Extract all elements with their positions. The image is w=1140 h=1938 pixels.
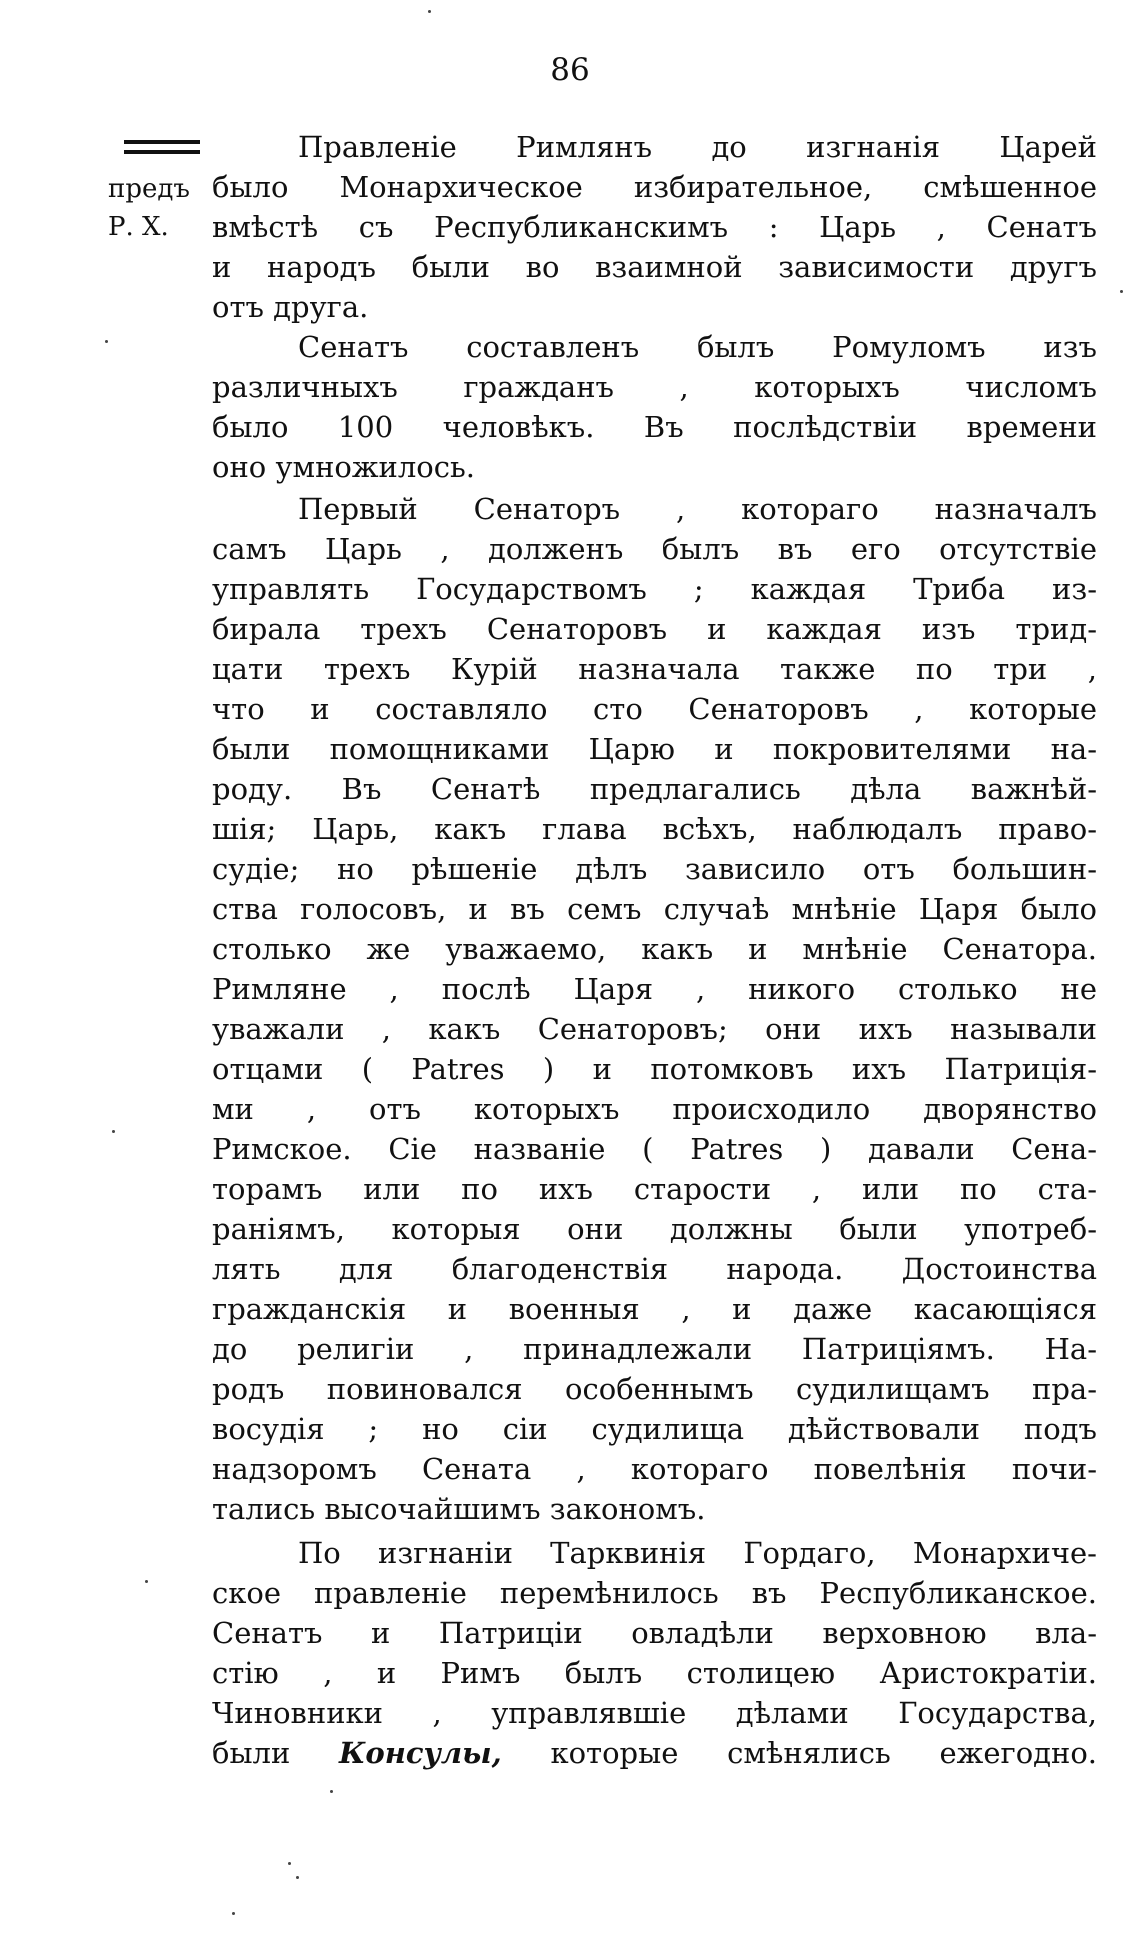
text-line: вмѣстѣ съ Республиканскимъ : Царь , Сенатъ [212, 210, 1097, 244]
text-line: различныхъ гражданъ , которыхъ числомъ [212, 370, 1097, 404]
text-line: Первый Сенаторъ , котораго назначалъ [298, 492, 1097, 526]
text-line: столько же уважаемо, какъ и мнѣніе Сенатора. [212, 932, 1097, 966]
text-line: Римляне , послѣ Царя , никого столько не [212, 972, 1097, 1006]
text-line: отъ друга. [212, 290, 369, 324]
text-line: шія; Царь, какъ глава всѣхъ, наблюдалъ право- [212, 812, 1097, 846]
text-line: до религіи , принадлежали Патриціямъ. На- [212, 1332, 1097, 1366]
text-line: восудія ; но сіи судилища дѣйствовали подъ [212, 1412, 1097, 1446]
text-line: По изгнаніи Тарквинія Гордаго, Монархиче- [298, 1536, 1097, 1570]
text-line: оно умножилось. [212, 450, 476, 484]
text-line: цати трехъ Курій назначала также по три , [212, 652, 1097, 686]
paper-speck [232, 1912, 235, 1915]
text-line: было 100 человѣкъ. Въ послѣдствіи времени [212, 410, 1097, 444]
paper-speck [105, 340, 108, 343]
text-line: самъ Царь , долженъ былъ въ его отсутствіе [212, 532, 1097, 566]
text-line: ства голосовъ, и въ семъ случаѣ мнѣніе Царя было [212, 892, 1097, 926]
text-span: были [212, 1736, 291, 1770]
paper-speck [112, 1130, 115, 1133]
text-line: лять для благоденствія народа. Достоинства [212, 1252, 1097, 1286]
paper-speck [288, 1862, 291, 1865]
text-line: было Монархическое избирательное, смѣшенное [212, 170, 1097, 204]
margin-note-line-2: Р. Х. [108, 212, 169, 242]
paper-speck [296, 1876, 299, 1879]
text-line: были помощниками Царю и покровителями на- [212, 732, 1097, 766]
paper-speck [330, 1790, 333, 1793]
text-line: роду. Въ Сенатѣ предлагались дѣла важнѣй- [212, 772, 1097, 806]
text-line: надзоромъ Сената , котораго повелѣнія почи- [212, 1452, 1097, 1486]
paper-speck [145, 1580, 148, 1583]
text-line-last [212, 1734, 1097, 1772]
section-divider [124, 140, 200, 154]
text-line: раніямъ, которыя они должны были употреб- [212, 1212, 1097, 1246]
text-line: родъ повиновался особеннымъ судилищамъ пра- [212, 1372, 1097, 1406]
text-line: гражданскія и военныя , и даже касающіяся [212, 1292, 1097, 1326]
text-line: стію , и Римъ былъ столицею Аристократіи. [212, 1656, 1097, 1690]
page-number: 86 [550, 52, 590, 88]
text-line: Правленіе Римлянъ до изгнанія Царей [298, 130, 1097, 164]
text-line: ское правленіе перемѣнилось въ Республиканское. [212, 1576, 1097, 1610]
text-line: судіе; но рѣшеніе дѣлъ зависило отъ большин- [212, 852, 1097, 886]
text-line: Сенатъ составленъ былъ Ромуломъ изъ [298, 330, 1097, 364]
paper-speck [1120, 290, 1123, 293]
text-line: Чиновники , управлявшіе дѣлами Государства, [212, 1696, 1097, 1730]
text-line: отцами ( Patres ) и потомковъ ихъ Патриція- [212, 1052, 1097, 1086]
text-line: ми , отъ которыхъ происходило дворянство [212, 1092, 1097, 1126]
text-line: и народъ были во взаимной зависимости другъ [212, 250, 1097, 284]
italic-term-consuls: Консулы, [339, 1736, 502, 1770]
text-line: бирала трехъ Сенаторовъ и каждая изъ трид- [212, 612, 1097, 646]
text-line: Сенатъ и Патриціи овладѣли верховною вла- [212, 1616, 1097, 1650]
text-line: тались высочайшимъ закономъ. [212, 1492, 706, 1526]
text-line: управлять Государствомъ ; каждая Триба из- [212, 572, 1097, 606]
margin-note-line-1: предъ [108, 174, 190, 204]
text-line: что и составляло сто Сенаторовъ , которые [212, 692, 1097, 726]
text-line: уважали , какъ Сенаторовъ; они ихъ называли [212, 1012, 1097, 1046]
text-line: Римское. Сіе названіе ( Patres ) давали Сена- [212, 1132, 1097, 1166]
paper-speck [428, 10, 431, 13]
text-line: торамъ или по ихъ старости , или по ста- [212, 1172, 1097, 1206]
text-span: которые смѣнялись ежегодно. [550, 1736, 1098, 1770]
